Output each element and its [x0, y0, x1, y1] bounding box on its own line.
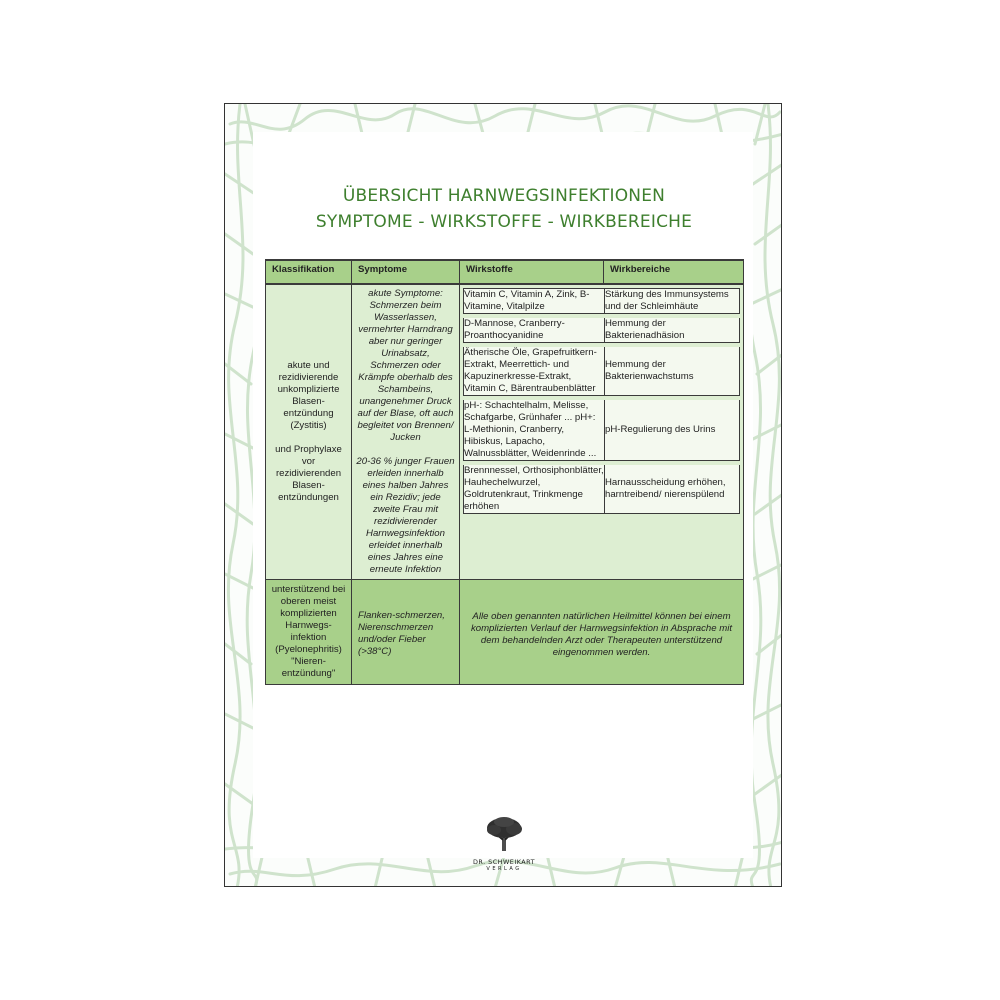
table-row	[266, 284, 744, 580]
klassifikation-text-a: akute und rezidivierende unkomplizierte Blasen-entzündung (Zystitis)	[277, 360, 340, 431]
header-klassifikation: Klassifikation	[266, 260, 352, 284]
tree-icon	[484, 816, 524, 852]
publisher-name: DR. SCHWEIKART	[472, 858, 536, 866]
table-header-row	[266, 260, 744, 284]
remedy-row	[463, 288, 740, 314]
symptome-text-b: 20-36 % junger Frauen erleiden innerhalb eines halben Jahres ein Rezidiv; jede zweite Frau mit rezidivierender Harnwegsinfektion erleidet innerhalb eines Jahres eine erneute Infektion	[356, 456, 455, 575]
publisher-logo	[469, 816, 539, 872]
note-cell: Alle oben genannten natürlichen Heilmittel können bei einem komplizierten Verlauf der Harnwegsinfektion in Absprache mit dem behandelnden Arzt oder Therapeuten unterstützend eingenommen werden.	[460, 580, 744, 685]
symptome-text-a: akute Symptome: Schmerzen beim Wasserlassen, vermehrter Harndrang aber nur geringer Urinabsatz, Schmerzen oder Krämpfe oberhalb des Schambeins, unangenehmer Druck auf der Blase, oft auch begleitet von Brennen/ Jucken	[357, 288, 454, 443]
header-wirkstoffe: Wirkstoffe	[460, 260, 604, 284]
klassifikation-cell-2: unterstützend bei oberen meist komplizierten Harnwegs-infektion (Pyelonephritis) "Nieren-entzündung"	[266, 580, 352, 685]
overview-table	[265, 259, 744, 685]
wirkbereiche-item: Hemmung der Bakterienadhäsion	[604, 318, 740, 343]
publisher-sub: VERLAG	[486, 866, 522, 872]
page-title-line1: ÜBERSICHT HARNWEGSINFEKTIONEN	[342, 186, 666, 206]
header-wirkbereiche: Wirkbereiche	[604, 260, 744, 284]
wirkstoffe-wirkbereiche-cell	[460, 284, 744, 580]
remedy-table	[463, 288, 740, 514]
page-title-line2: SYMPTOME - WIRKSTOFFE - WIRKBEREICHE	[315, 212, 693, 232]
symptome-cell-2: Flanken-schmerzen, Nierenschmerzen und/oder Fieber (>38°C)	[352, 580, 460, 685]
klassifikation-text-b: und Prophylaxe vor rezidivierenden Blasen-entzündungen	[275, 444, 342, 503]
symptome-cell	[352, 284, 460, 580]
wirkstoffe-item: Vitamin C, Vitamin A, Zink, B-Vitamine, Vitalpilze	[463, 288, 604, 314]
remedy-row	[463, 465, 740, 514]
wirkstoffe-item: Ätherische Öle, Grapefruitkern-Extrakt, Meerrettich- und Kapuzinerkresse-Extrakt, Vitamin C, Bärentraubenblätter	[463, 347, 604, 396]
wirkbereiche-item: Harnausscheidung erhöhen, harntreibend/ nierenspülend	[604, 465, 740, 514]
wirkbereiche-item: Stärkung des Immunsystems und der Schleimhäute	[604, 288, 740, 314]
wirkbereiche-item: Hemmung der Bakterienwachstums	[604, 347, 740, 396]
page-sheet	[224, 103, 782, 887]
klassifikation-cell	[266, 284, 352, 580]
table-row	[266, 580, 744, 685]
remedy-row	[463, 318, 740, 343]
wirkbereiche-item: pH-Regulierung des Urins	[604, 400, 740, 461]
remedy-row	[463, 400, 740, 461]
header-symptome: Symptome	[352, 260, 460, 284]
wirkstoffe-item: D-Mannose, Cranberry-Proanthocyanidine	[463, 318, 604, 343]
remedy-row	[463, 347, 740, 396]
wirkstoffe-item: Brennnessel, Orthosiphonblätter, Hauhechelwurzel, Goldrutenkraut, Trinkmenge erhöhen	[464, 465, 604, 512]
wirkstoffe-item: pH-: Schachtelhalm, Melisse, Schafgarbe, Grünhafer ... pH+: L-Methionin, Cranberry, Hibiskus, Lapacho, Walnussblätter, Weidenrinde ...	[463, 400, 604, 461]
